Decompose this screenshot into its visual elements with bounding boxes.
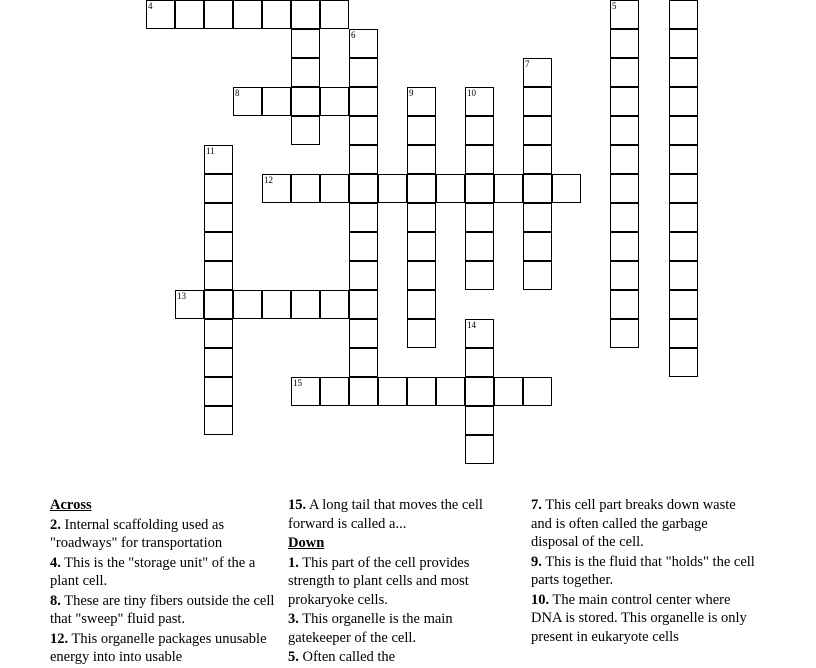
clue-across-8 bbox=[50, 592, 276, 629]
crossword-cell[interactable] bbox=[204, 261, 233, 290]
clue-down-10 bbox=[531, 591, 757, 647]
clue-down-1 bbox=[288, 554, 508, 610]
across-heading: Across bbox=[50, 497, 92, 513]
crossword-cell[interactable] bbox=[407, 261, 436, 290]
clue-across-15 bbox=[288, 496, 508, 533]
crossword-cell[interactable] bbox=[669, 87, 698, 116]
crossword-cell[interactable] bbox=[407, 116, 436, 145]
clue-down-7 bbox=[531, 496, 757, 552]
crossword-cell[interactable] bbox=[407, 290, 436, 319]
crossword-cell[interactable] bbox=[610, 261, 639, 290]
crossword-cell[interactable] bbox=[494, 174, 523, 203]
crossword-cell[interactable] bbox=[349, 319, 378, 348]
cell-number: 11 bbox=[206, 146, 215, 156]
crossword-cell[interactable] bbox=[465, 377, 494, 406]
crossword-cell[interactable] bbox=[610, 145, 639, 174]
crossword-cell[interactable] bbox=[465, 87, 494, 116]
crossword-cell[interactable] bbox=[146, 0, 175, 29]
crossword-cell[interactable] bbox=[349, 145, 378, 174]
crossword-cell[interactable] bbox=[610, 232, 639, 261]
clue-text: This is the fluid that "holds" the cell parts together. bbox=[531, 553, 755, 588]
cell-number: 5 bbox=[612, 1, 617, 11]
crossword-cell[interactable] bbox=[349, 348, 378, 377]
crossword-cell[interactable] bbox=[378, 174, 407, 203]
cell-number: 15 bbox=[293, 378, 302, 388]
crossword-cell[interactable] bbox=[407, 377, 436, 406]
crossword-cell[interactable] bbox=[204, 348, 233, 377]
crossword-cell[interactable] bbox=[407, 174, 436, 203]
cell-number: 13 bbox=[177, 291, 186, 301]
crossword-cell[interactable] bbox=[669, 145, 698, 174]
crossword-cell[interactable] bbox=[233, 0, 262, 29]
crossword-cell[interactable] bbox=[233, 87, 262, 116]
clue-number: 2. bbox=[50, 516, 61, 533]
crossword-cell[interactable] bbox=[204, 319, 233, 348]
crossword-cell[interactable] bbox=[669, 174, 698, 203]
crossword-cell[interactable] bbox=[610, 29, 639, 58]
crossword-cell[interactable] bbox=[610, 174, 639, 203]
crossword-cell[interactable] bbox=[465, 435, 494, 464]
crossword-cell[interactable] bbox=[349, 290, 378, 319]
clue-across-12 bbox=[50, 630, 276, 667]
crossword-cell[interactable] bbox=[204, 203, 233, 232]
clue-number: 1. bbox=[288, 554, 299, 571]
crossword-cell[interactable] bbox=[349, 116, 378, 145]
crossword-cell[interactable] bbox=[523, 377, 552, 406]
crossword-cell[interactable] bbox=[291, 290, 320, 319]
crossword-cell[interactable] bbox=[465, 348, 494, 377]
crossword-cell[interactable] bbox=[349, 87, 378, 116]
clue-number: 10. bbox=[531, 591, 550, 608]
crossword-cell[interactable] bbox=[552, 174, 581, 203]
crossword-cell[interactable] bbox=[204, 406, 233, 435]
crossword-cell[interactable] bbox=[465, 406, 494, 435]
crossword-cell[interactable] bbox=[523, 58, 552, 87]
clue-down-5 bbox=[288, 648, 508, 667]
crossword-cell[interactable] bbox=[349, 203, 378, 232]
clue-down-3 bbox=[288, 610, 508, 647]
clue-across-4 bbox=[50, 554, 276, 591]
crossword-cell[interactable] bbox=[669, 116, 698, 145]
crossword-cell[interactable] bbox=[436, 377, 465, 406]
crossword-cell[interactable] bbox=[262, 0, 291, 29]
crossword-cell[interactable] bbox=[436, 174, 465, 203]
crossword-cell[interactable] bbox=[669, 232, 698, 261]
crossword-cell[interactable] bbox=[291, 58, 320, 87]
clue-text: A long tail that moves the cell forward is called a... bbox=[288, 497, 483, 532]
crossword-cell[interactable] bbox=[610, 58, 639, 87]
crossword-cell[interactable] bbox=[669, 290, 698, 319]
crossword-cell[interactable] bbox=[610, 116, 639, 145]
crossword-cell[interactable] bbox=[291, 29, 320, 58]
cell-number: 4 bbox=[148, 1, 153, 11]
clue-text: This part of the cell provides strength to plant cells and most prokaryoke cells. bbox=[288, 554, 470, 608]
crossword-cell[interactable] bbox=[669, 319, 698, 348]
crossword-cell[interactable] bbox=[320, 87, 349, 116]
crossword-cell[interactable] bbox=[262, 87, 291, 116]
clue-across-2 bbox=[50, 516, 276, 553]
crossword-cell[interactable] bbox=[291, 87, 320, 116]
cell-number: 9 bbox=[409, 88, 414, 98]
crossword-cell[interactable] bbox=[610, 290, 639, 319]
clues-column-1 bbox=[50, 496, 276, 668]
crossword-cell[interactable] bbox=[204, 174, 233, 203]
cell-number: 8 bbox=[235, 88, 240, 98]
crossword-cell[interactable] bbox=[523, 116, 552, 145]
crossword-cell[interactable] bbox=[523, 203, 552, 232]
crossword-cell[interactable] bbox=[465, 174, 494, 203]
crossword-cell[interactable] bbox=[349, 174, 378, 203]
clue-number: 3. bbox=[288, 611, 299, 627]
crossword-cell[interactable] bbox=[669, 348, 698, 377]
clue-text: Internal scaffolding used as "roadways" for transportation bbox=[50, 516, 225, 551]
crossword-cell[interactable] bbox=[407, 203, 436, 232]
crossword-cell[interactable] bbox=[320, 377, 349, 406]
crossword-cell[interactable] bbox=[320, 0, 349, 29]
clue-number: 4. bbox=[50, 554, 61, 571]
down-heading: Down bbox=[288, 535, 325, 551]
clue-number: 8. bbox=[50, 592, 61, 609]
crossword-cell[interactable] bbox=[465, 203, 494, 232]
clue-text: The main control center where DNA is stored. This organelle is only present in eukaryote cells bbox=[531, 591, 747, 645]
crossword-cell[interactable] bbox=[465, 261, 494, 290]
clues-section bbox=[0, 496, 816, 665]
crossword-cell[interactable] bbox=[610, 87, 639, 116]
crossword-cell[interactable] bbox=[349, 29, 378, 58]
crossword-cell[interactable] bbox=[610, 0, 639, 29]
crossword-cell[interactable] bbox=[349, 58, 378, 87]
crossword-cell[interactable] bbox=[669, 29, 698, 58]
crossword-cell[interactable] bbox=[610, 203, 639, 232]
cell-number: 7 bbox=[525, 59, 530, 69]
crossword-cell[interactable] bbox=[291, 377, 320, 406]
crossword-cell[interactable] bbox=[465, 319, 494, 348]
crossword-cell[interactable] bbox=[175, 0, 204, 29]
crossword-cell[interactable] bbox=[349, 261, 378, 290]
clue-number: 9. bbox=[531, 553, 542, 570]
crossword-cell[interactable] bbox=[349, 377, 378, 406]
crossword-cell[interactable] bbox=[262, 290, 291, 319]
clue-number: 15. bbox=[288, 497, 307, 513]
crossword-cell[interactable] bbox=[233, 290, 262, 319]
clues-column-3 bbox=[531, 496, 757, 647]
crossword-cell[interactable] bbox=[523, 87, 552, 116]
crossword-cell[interactable] bbox=[204, 145, 233, 174]
crossword-cell[interactable] bbox=[204, 290, 233, 319]
crossword-cell[interactable] bbox=[378, 377, 407, 406]
cell-number: 12 bbox=[264, 175, 273, 185]
crossword-cell[interactable] bbox=[669, 0, 698, 29]
crossword-cell[interactable] bbox=[407, 145, 436, 174]
crossword-cell[interactable] bbox=[669, 203, 698, 232]
cell-number: 10 bbox=[467, 88, 476, 98]
crossword-cell[interactable] bbox=[320, 290, 349, 319]
crossword-cell[interactable] bbox=[523, 145, 552, 174]
clue-text: This is the "storage unit" of the a plant cell. bbox=[50, 554, 256, 589]
clue-number: 5. bbox=[288, 649, 299, 665]
crossword-cell[interactable] bbox=[465, 116, 494, 145]
crossword-cell[interactable] bbox=[175, 290, 204, 319]
crossword-cell[interactable] bbox=[523, 261, 552, 290]
crossword-cell[interactable] bbox=[523, 232, 552, 261]
crossword-cell[interactable] bbox=[494, 377, 523, 406]
crossword-cell[interactable] bbox=[204, 232, 233, 261]
clue-number: 12. bbox=[50, 630, 69, 647]
clue-text: This organelle packages unusable energy into into usable bbox=[50, 630, 267, 665]
clue-text: This organelle is the main gatekeeper of the cell. bbox=[288, 611, 453, 646]
crossword-cell[interactable] bbox=[610, 319, 639, 348]
clue-text: Often called the bbox=[302, 649, 396, 665]
cell-number: 6 bbox=[351, 30, 356, 40]
crossword-cell[interactable] bbox=[349, 232, 378, 261]
crossword-cell[interactable] bbox=[291, 0, 320, 29]
crossword-cell[interactable] bbox=[465, 232, 494, 261]
crossword-cell[interactable] bbox=[465, 145, 494, 174]
crossword-cell[interactable] bbox=[291, 116, 320, 145]
crossword-cell[interactable] bbox=[204, 377, 233, 406]
crossword-cell[interactable] bbox=[407, 87, 436, 116]
crossword-cell[interactable] bbox=[291, 174, 320, 203]
crossword-cell[interactable] bbox=[407, 232, 436, 261]
cell-number: 14 bbox=[467, 320, 476, 330]
crossword-cell[interactable] bbox=[669, 261, 698, 290]
crossword-cell[interactable] bbox=[262, 174, 291, 203]
crossword-cell[interactable] bbox=[204, 0, 233, 29]
clue-number: 7. bbox=[531, 497, 542, 513]
crossword-cell[interactable] bbox=[320, 174, 349, 203]
crossword-cell[interactable] bbox=[407, 319, 436, 348]
crossword-cell[interactable] bbox=[523, 174, 552, 203]
crossword-cell[interactable] bbox=[669, 58, 698, 87]
clue-text: These are tiny fibers outside the cell that "sweep" fluid past. bbox=[50, 592, 275, 627]
clues-column-2 bbox=[288, 496, 508, 668]
clue-down-9 bbox=[531, 553, 757, 590]
clue-text: This cell part breaks down waste and is often called the garbage disposal of the cell. bbox=[531, 497, 736, 550]
